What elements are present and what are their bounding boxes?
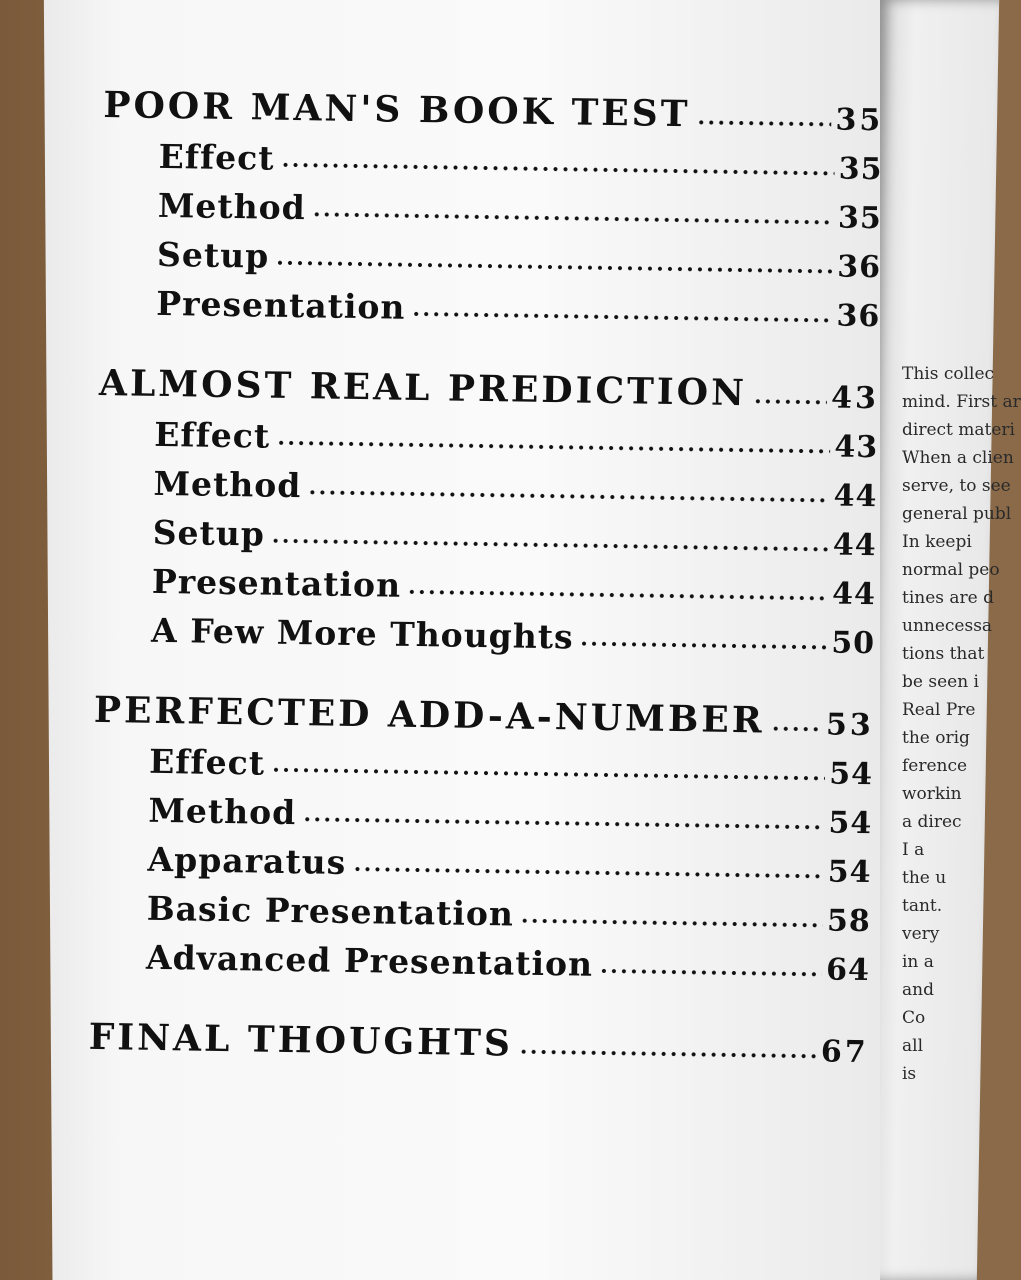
facing-page-line: be seen i (902, 672, 979, 692)
dot-leader (407, 589, 828, 602)
facing-page-line: This collec (902, 364, 995, 384)
page-number: 44 (831, 576, 877, 613)
dot-leader (302, 816, 824, 830)
dot-leader (276, 440, 830, 455)
facing-page-line: tions that (902, 644, 985, 664)
page-number: 35 (837, 200, 883, 237)
dot-leader (280, 162, 834, 177)
facing-page-line: ference (902, 756, 968, 776)
dot-leader (520, 918, 823, 929)
dot-leader (753, 398, 827, 405)
dot-leader (271, 538, 829, 553)
dot-leader (307, 489, 829, 503)
page-number: 44 (833, 478, 878, 515)
dot-leader (411, 311, 832, 324)
toc-section (95, 348, 880, 661)
facing-page-line: all (902, 1036, 924, 1056)
page-number: 50 (831, 625, 876, 662)
page-number: 43 (834, 429, 879, 466)
facing-page-line: unnecessa (902, 616, 993, 636)
entry-label: Method (148, 790, 297, 833)
page-number: 54 (827, 854, 872, 891)
toc-section (90, 675, 875, 988)
dot-leader (271, 767, 825, 782)
page-number: 58 (826, 903, 871, 940)
table-of-contents (88, 70, 884, 1096)
page-number: 35 (838, 151, 883, 188)
page-number: 35 (835, 102, 884, 139)
entry-label: Advanced Presentation (145, 937, 594, 984)
facing-page-line: is (902, 1064, 917, 1084)
section-title: POOR MAN'S BOOK TEST (103, 83, 691, 136)
facing-page-line: tant. (902, 896, 943, 916)
facing-page-line: In keepi (902, 532, 972, 552)
page-number: 36 (836, 249, 882, 286)
facing-page-line: very (902, 924, 940, 944)
section-title: PERFECTED ADD-A-NUMBER (93, 688, 766, 742)
facing-page-line: a direc (902, 812, 962, 832)
page-number: 54 (829, 756, 874, 793)
toc-section (88, 1002, 869, 1070)
entry-label: Effect (148, 741, 266, 783)
page-number: 54 (828, 805, 873, 842)
facing-page-line: the orig (902, 728, 970, 748)
page-number: 44 (832, 527, 877, 564)
page-number: 36 (836, 298, 881, 335)
entry-label: Apparatus (147, 839, 347, 882)
page-number: 67 (820, 1034, 869, 1071)
facing-page-line: serve, to see (902, 476, 1011, 496)
entry-label: Method (153, 463, 302, 506)
section-title: ALMOST REAL PREDICTION (98, 361, 748, 415)
entry-label: Presentation (156, 283, 406, 327)
entry-label: Presentation (151, 561, 402, 605)
page-number: 53 (825, 707, 875, 744)
toc-section-heading (88, 1002, 869, 1070)
facing-page-line: tines are d (902, 588, 995, 608)
facing-page-line: direct materi (902, 420, 1015, 440)
page-number: 64 (825, 952, 871, 989)
section-title: FINAL THOUGHTS (88, 1015, 514, 1065)
dot-leader (599, 968, 822, 978)
facing-page-line: mind. First ar (902, 392, 1021, 412)
facing-page-line: normal peo (902, 560, 1000, 580)
facing-page-line: and (902, 980, 934, 1000)
entry-label: Setup (156, 234, 270, 276)
dot-leader (275, 260, 833, 275)
facing-page-line: in a (902, 952, 934, 972)
entry-label: A Few More Thoughts (150, 610, 574, 657)
dot-leader (579, 641, 827, 651)
page-number: 43 (830, 380, 880, 417)
facing-page-line: I a (902, 840, 925, 860)
dot-leader (771, 726, 822, 733)
toc-section (100, 70, 884, 334)
facing-page-line: workin (902, 784, 962, 804)
dot-leader (312, 211, 834, 225)
entry-label: Effect (153, 414, 271, 456)
facing-page-text (902, 360, 1021, 1088)
entry-label: Setup (152, 512, 266, 554)
entry-label: Basic Presentation (146, 888, 515, 934)
facing-page-line: When a clien (902, 448, 1014, 468)
facing-page-line: the u (902, 868, 947, 888)
facing-page-line: Co (902, 1008, 926, 1028)
entry-label: Method (157, 185, 307, 228)
facing-page-line: Real Pre (902, 700, 976, 720)
dot-leader (352, 866, 824, 879)
entry-label: Effect (158, 136, 275, 178)
dot-leader (519, 1049, 817, 1060)
dot-leader (696, 119, 831, 127)
facing-page-line: general publ (902, 504, 1012, 524)
